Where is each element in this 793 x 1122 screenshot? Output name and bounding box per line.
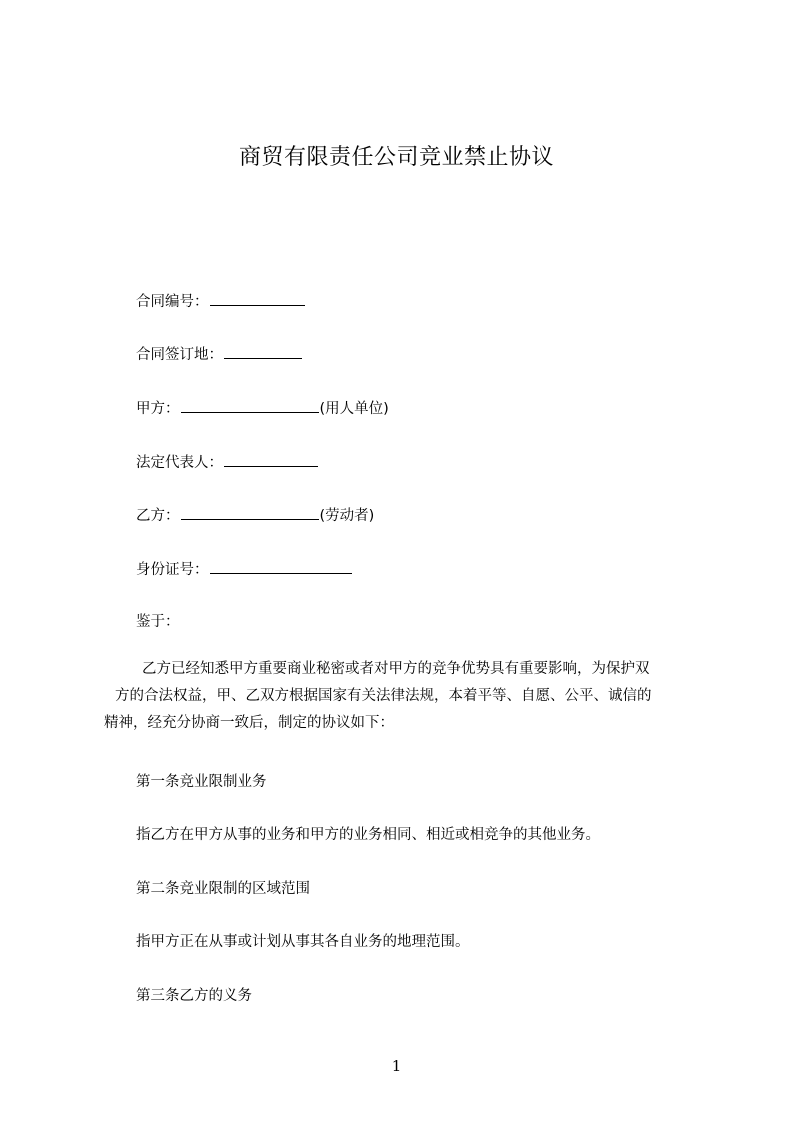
id-number-label: 身份证号： [136,562,209,578]
article-2-heading: 第二条竞业限制的区域范围 [136,881,310,897]
party-a-suffix: (用人单位) [319,401,389,417]
sign-place-line [136,344,303,365]
party-b-label: 乙方： [136,508,180,524]
article-1-body: 指乙方在甲方从事的业务和甲方的业务相同、相近或相竞争的其他业务。 [136,827,600,843]
article-3-heading: 第三条乙方的义务 [136,988,252,1004]
party-b-line [136,505,374,526]
contract-number-line [136,291,306,312]
article-2-body: 指甲方正在从事或计划从事其各自业务的地理范围。 [136,934,470,950]
sign-place-label: 合同签订地： [136,347,223,363]
whereas-label: 鉴于： [136,614,180,630]
contract-number-blank[interactable] [210,291,305,306]
party-b-blank[interactable] [181,505,319,520]
contract-number-label: 合同编号： [136,294,209,310]
party-b-suffix: (劳动者) [319,508,375,524]
party-a-blank[interactable] [181,398,319,413]
id-number-blank[interactable] [210,559,352,574]
legal-rep-label: 法定代表人： [136,455,223,471]
preamble-line-3: 精神，经充分协商一致后，制定的协议如下： [104,715,394,731]
page-number: 1 [391,1057,402,1075]
preamble-line-1: 乙方已经知悉甲方重要商业秘密或者对甲方的竞争优势具有重要影响，为保护双 [142,661,650,677]
document-title: 商贸有限责任公司竞业禁止协议 [238,145,554,170]
party-a-label: 甲方： [136,401,180,417]
sign-place-blank[interactable] [224,344,302,359]
article-1-heading: 第一条竞业限制业务 [136,774,267,790]
party-a-line [136,398,389,419]
preamble-line-2: 方的合法权益，甲、乙双方根据国家有关法律法规，本着平等、自愿、公平、诚信的 [115,688,652,704]
id-number-line [136,559,353,580]
legal-rep-blank[interactable] [224,452,318,467]
legal-rep-line [136,452,319,473]
preamble-paragraph [104,656,716,737]
